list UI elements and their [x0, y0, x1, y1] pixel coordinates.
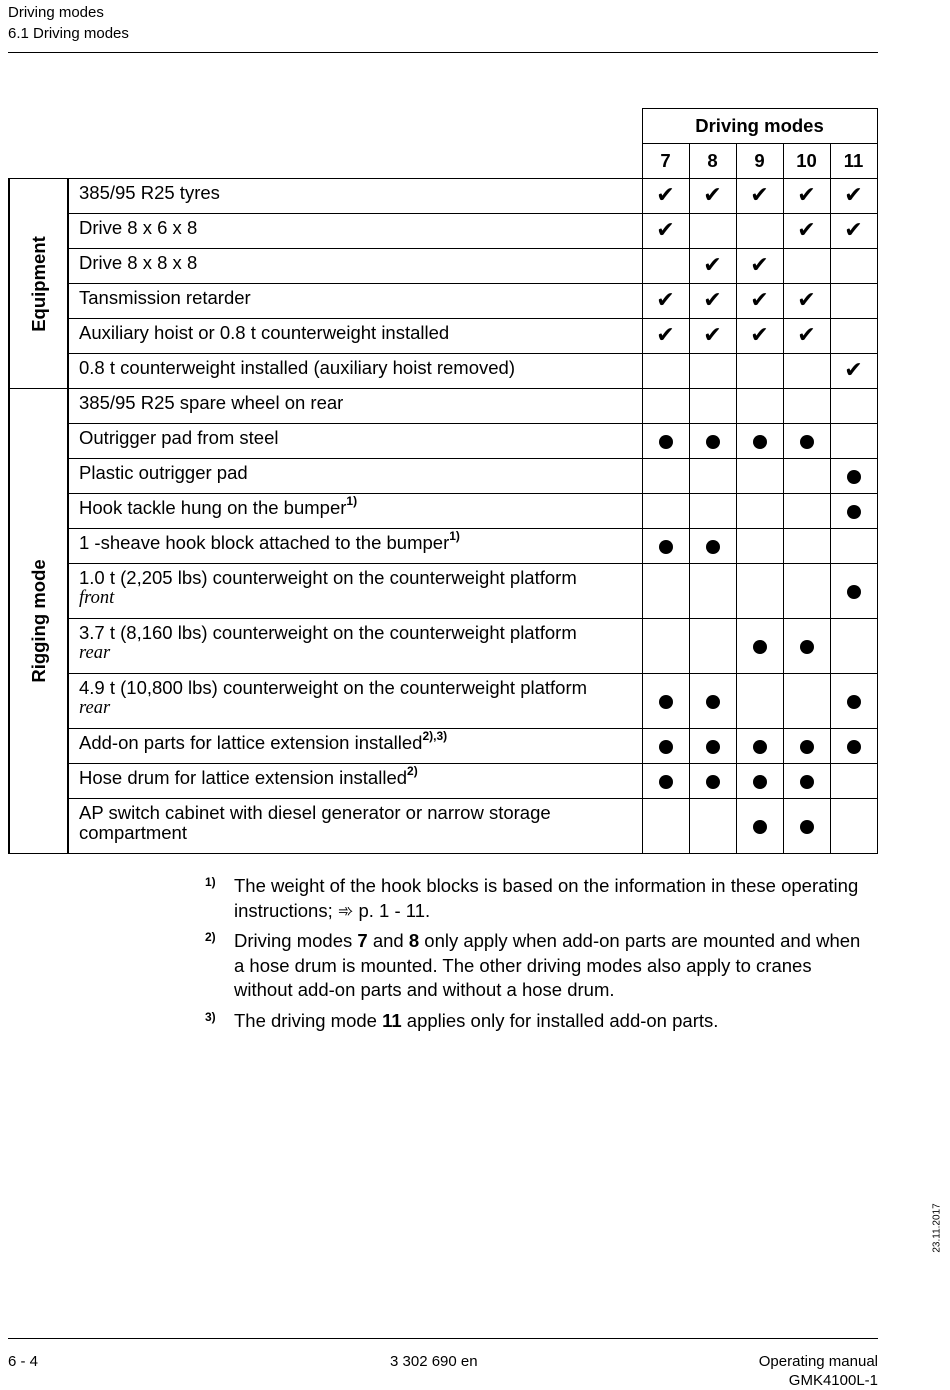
mode-cell: [830, 459, 877, 494]
document-number: 3 302 690 en: [390, 1353, 478, 1370]
checkmark-icon: ✔: [656, 323, 675, 348]
checkmark-icon: ✔: [656, 183, 675, 208]
mode-cell: [689, 284, 736, 319]
mode-cell: [736, 424, 783, 459]
mode-cell: [642, 214, 689, 249]
mode-cell: [642, 799, 689, 854]
mode-cell: [783, 319, 830, 354]
checkmark-icon: ✔: [750, 253, 769, 278]
mode-cell: [689, 389, 736, 424]
mode-cell: [783, 284, 830, 319]
bullet-dot-icon: [659, 540, 673, 554]
mode-cell: [642, 354, 689, 389]
mode-cell: [689, 494, 736, 529]
row-label: [68, 424, 642, 459]
checkmark-icon: ✔: [703, 183, 722, 208]
footnotes: [205, 874, 875, 1039]
row-text: 4.9 t (10,800 lbs) counterweight on the counterweight platform: [79, 677, 588, 698]
mode-cell: [736, 729, 783, 764]
row-label: [68, 529, 642, 564]
row-label: [68, 214, 642, 249]
footnote-segment: The weight of the hook blocks is based on the information in these operating instructions; ➾ p. 1 - 11.: [234, 875, 859, 921]
mode-cell: [783, 674, 830, 729]
mode-cell: [830, 389, 877, 424]
footnote-text: [234, 874, 875, 923]
row-label: [68, 249, 642, 284]
bullet-dot-icon: [706, 740, 720, 754]
manual-title: Operating manual: [758, 1353, 878, 1370]
table-row: [9, 389, 877, 424]
row-label: [68, 799, 642, 854]
row-text: Plastic outrigger pad: [79, 462, 248, 483]
mode-cell: [642, 619, 689, 674]
footnote: [205, 929, 875, 1003]
mode-cell: [736, 459, 783, 494]
bullet-dot-icon: [847, 695, 861, 709]
mode-cell: [736, 529, 783, 564]
table-row: [9, 459, 877, 494]
table-corner-blank: [9, 109, 642, 144]
mode-cell: [736, 764, 783, 799]
row-label: [68, 179, 642, 214]
row-text: 3.7 t (8,160 lbs) counterweight on the counterweight platform: [79, 622, 577, 643]
bullet-dot-icon: [706, 695, 720, 709]
mode-cell: [642, 564, 689, 619]
mode-cell: [642, 424, 689, 459]
footnote-ref: 1): [449, 528, 460, 543]
mode-cell: [783, 389, 830, 424]
mode-cell: [783, 799, 830, 854]
row-text: Outrigger pad from steel: [79, 427, 279, 448]
mode-cell: [783, 564, 830, 619]
table-row: [9, 799, 877, 854]
mode-cell: [642, 529, 689, 564]
mode-cell: [783, 459, 830, 494]
mode-cell: [830, 564, 877, 619]
mode-cell: [642, 674, 689, 729]
mode-cell: [830, 764, 877, 799]
row-subtext: front: [79, 588, 115, 608]
checkmark-icon: ✔: [797, 323, 816, 348]
bullet-dot-icon: [753, 435, 767, 449]
bullet-dot-icon: [659, 740, 673, 754]
footnote-number: 3): [205, 1009, 216, 1024]
mode-cell: [736, 674, 783, 729]
table-row: [9, 764, 877, 799]
mode-cell: [783, 529, 830, 564]
mode-cell: [830, 729, 877, 764]
mode-cell: [736, 619, 783, 674]
mode-cell: [689, 319, 736, 354]
row-text: Tansmission retarder: [79, 287, 251, 308]
row-text: Hose drum for lattice extension installed: [79, 767, 408, 788]
bullet-dot-icon: [847, 505, 861, 519]
mode-cell: [642, 319, 689, 354]
table-row: [9, 354, 877, 389]
bullet-dot-icon: [659, 695, 673, 709]
footnote-ref: 2): [407, 763, 418, 778]
bullet-dot-icon: [800, 820, 814, 834]
mode-cell: [830, 529, 877, 564]
mode-cell: [830, 214, 877, 249]
checkmark-icon: ✔: [703, 253, 722, 278]
mode-cell: [830, 424, 877, 459]
footnote-number: 2): [205, 930, 216, 944]
mode-cell: [736, 354, 783, 389]
footnote-emphasis: 7: [357, 930, 368, 951]
mode-cell: [783, 214, 830, 249]
mode-cell: [830, 799, 877, 854]
mode-cell: [689, 179, 736, 214]
mode-cell: [736, 284, 783, 319]
header-rule: [8, 52, 878, 53]
mode-cell: [689, 564, 736, 619]
mode-cell: [783, 179, 830, 214]
mode-cell: [830, 354, 877, 389]
mode-cell: [783, 619, 830, 674]
bullet-dot-icon: [753, 820, 767, 834]
table-row: [9, 284, 877, 319]
mode-cell: [689, 459, 736, 494]
mode-cell: [689, 764, 736, 799]
footnote: [205, 874, 875, 923]
table-corner-blank: [9, 144, 642, 179]
bullet-dot-icon: [659, 435, 673, 449]
bullet-dot-icon: [753, 740, 767, 754]
driving-modes-heading: Driving modes: [642, 109, 877, 144]
mode-column-header: 8: [689, 144, 736, 179]
row-text: 0.8 t counterweight installed (auxiliary hoist removed): [79, 357, 515, 378]
mode-cell: [689, 214, 736, 249]
bullet-dot-icon: [659, 775, 673, 789]
mode-cell: [642, 764, 689, 799]
row-text: Drive 8 x 8 x 8: [79, 252, 198, 273]
mode-cell: [642, 249, 689, 284]
mode-cell: [642, 389, 689, 424]
bullet-dot-icon: [706, 775, 720, 789]
mode-cell: [736, 179, 783, 214]
checkmark-icon: ✔: [844, 218, 863, 243]
table-row: [9, 494, 877, 529]
bullet-dot-icon: [800, 775, 814, 789]
table-row: [9, 179, 877, 214]
table-row: [9, 619, 877, 674]
mode-cell: [830, 619, 877, 674]
checkmark-icon: ✔: [750, 288, 769, 313]
mode-cell: [830, 674, 877, 729]
page-number: 6 - 4: [8, 1353, 39, 1370]
footnote-ref: 1): [346, 493, 358, 508]
mode-cell: [736, 319, 783, 354]
footnote-text: [234, 1009, 718, 1034]
bullet-dot-icon: [706, 435, 720, 449]
table-row: [9, 529, 877, 564]
mode-cell: [783, 729, 830, 764]
bullet-dot-icon: [753, 775, 767, 789]
row-text: 1.0 t (2,205 lbs) counterweight on the counterweight platform: [79, 567, 577, 588]
mode-cell: [736, 564, 783, 619]
checkmark-icon: ✔: [844, 183, 863, 208]
row-text: 1 -sheave hook block attached to the bumper: [79, 532, 450, 553]
mode-cell: [642, 179, 689, 214]
driving-modes-table: [8, 108, 878, 854]
group-label: Rigging mode: [27, 559, 49, 683]
footer-rule: [8, 1338, 878, 1339]
mode-cell: [736, 799, 783, 854]
row-label: [68, 354, 642, 389]
table-row: [9, 214, 877, 249]
table-row: [9, 249, 877, 284]
row-text: 385/95 R25 tyres: [79, 182, 220, 203]
group-label: Equipment: [27, 235, 49, 332]
header-section: 6.1 Driving modes: [8, 25, 129, 42]
mode-column-header: 10: [783, 144, 830, 179]
footer-title: [759, 1352, 878, 1390]
table-row: [9, 674, 877, 729]
mode-cell: [830, 249, 877, 284]
bullet-dot-icon: [800, 640, 814, 654]
group-label-cell: [9, 389, 68, 854]
table-row: [9, 729, 877, 764]
checkmark-icon: ✔: [656, 288, 675, 313]
mode-column-header: 11: [830, 144, 877, 179]
table-row: [9, 424, 877, 459]
mode-cell: [830, 179, 877, 214]
group-label-cell: [9, 179, 68, 389]
mode-cell: [736, 494, 783, 529]
mode-cell: [689, 424, 736, 459]
row-label: [68, 764, 642, 799]
mode-cell: [689, 674, 736, 729]
mode-cell: [642, 459, 689, 494]
footnote-segment: and: [367, 930, 409, 951]
row-label: [68, 729, 642, 764]
mode-cell: [689, 619, 736, 674]
bullet-dot-icon: [847, 470, 861, 484]
row-label: [68, 319, 642, 354]
mode-cell: [830, 494, 877, 529]
row-subtext: rear: [79, 698, 111, 718]
mode-cell: [783, 249, 830, 284]
footnote-segment: Driving modes: [234, 930, 358, 951]
row-text: Auxiliary hoist or 0.8 t counterweight installed: [79, 322, 450, 343]
revision-date: 23.11.2017: [931, 1203, 943, 1253]
checkmark-icon: ✔: [656, 218, 675, 243]
mode-column-header: 9: [736, 144, 783, 179]
footnote-emphasis: 8: [408, 930, 420, 951]
table-row: [9, 319, 877, 354]
mode-cell: [689, 249, 736, 284]
mode-cell: [642, 494, 689, 529]
bullet-dot-icon: [847, 585, 861, 599]
mode-cell: [689, 529, 736, 564]
row-text: AP switch cabinet with diesel generator or narrow storage compartment: [79, 802, 551, 843]
row-label: [68, 619, 642, 674]
header-chapter: Driving modes: [8, 4, 104, 21]
bullet-dot-icon: [847, 740, 861, 754]
checkmark-icon: ✔: [750, 323, 769, 348]
checkmark-icon: ✔: [703, 288, 722, 313]
table-row: [9, 564, 877, 619]
footnote-number: 1): [205, 875, 216, 889]
bullet-dot-icon: [800, 740, 814, 754]
checkmark-icon: ✔: [844, 358, 863, 383]
row-subtext: rear: [79, 643, 111, 663]
mode-cell: [689, 799, 736, 854]
checkmark-icon: ✔: [797, 183, 816, 208]
mode-cell: [642, 284, 689, 319]
footnote-ref: 2),3): [422, 728, 448, 743]
mode-cell: [642, 729, 689, 764]
mode-cell: [783, 764, 830, 799]
checkmark-icon: ✔: [797, 218, 816, 243]
mode-cell: [783, 424, 830, 459]
bullet-dot-icon: [800, 435, 814, 449]
bullet-dot-icon: [753, 640, 767, 654]
crane-model: GMK4100L-1: [788, 1372, 878, 1389]
mode-cell: [736, 389, 783, 424]
row-label: [68, 459, 642, 494]
row-text: 385/95 R25 spare wheel on rear: [79, 392, 344, 413]
checkmark-icon: ✔: [703, 323, 722, 348]
bullet-dot-icon: [706, 540, 720, 554]
row-text: Hook tackle hung on the bumper: [79, 497, 347, 518]
footnote-segment: only apply when add-on parts are mounted and when a hose drum is mounted. The other driving modes also apply to cranes without add-on parts and without a hose drum.: [234, 930, 861, 1000]
mode-cell: [830, 284, 877, 319]
mode-cell: [736, 214, 783, 249]
row-label: [68, 389, 642, 424]
row-text: Add-on parts for lattice extension installed: [79, 732, 423, 753]
running-header: [8, 2, 129, 44]
row-label: [68, 494, 642, 529]
mode-cell: [783, 354, 830, 389]
row-text: Drive 8 x 6 x 8: [79, 217, 198, 238]
mode-cell: [689, 354, 736, 389]
checkmark-icon: ✔: [797, 288, 816, 313]
checkmark-icon: ✔: [750, 183, 769, 208]
row-label: [68, 564, 642, 619]
mode-cell: [736, 249, 783, 284]
mode-cell: [783, 494, 830, 529]
row-label: [68, 284, 642, 319]
footnote-segment: applies only for installed add-on parts.: [401, 1009, 719, 1031]
row-label: [68, 674, 642, 729]
footnote-segment: The driving mode: [234, 1009, 383, 1031]
mode-cell: [830, 319, 877, 354]
footnote-text: [234, 929, 875, 1003]
footnote: [205, 1009, 875, 1034]
mode-cell: [689, 729, 736, 764]
footnote-emphasis: 11: [382, 1009, 402, 1031]
mode-column-header: 7: [642, 144, 689, 179]
